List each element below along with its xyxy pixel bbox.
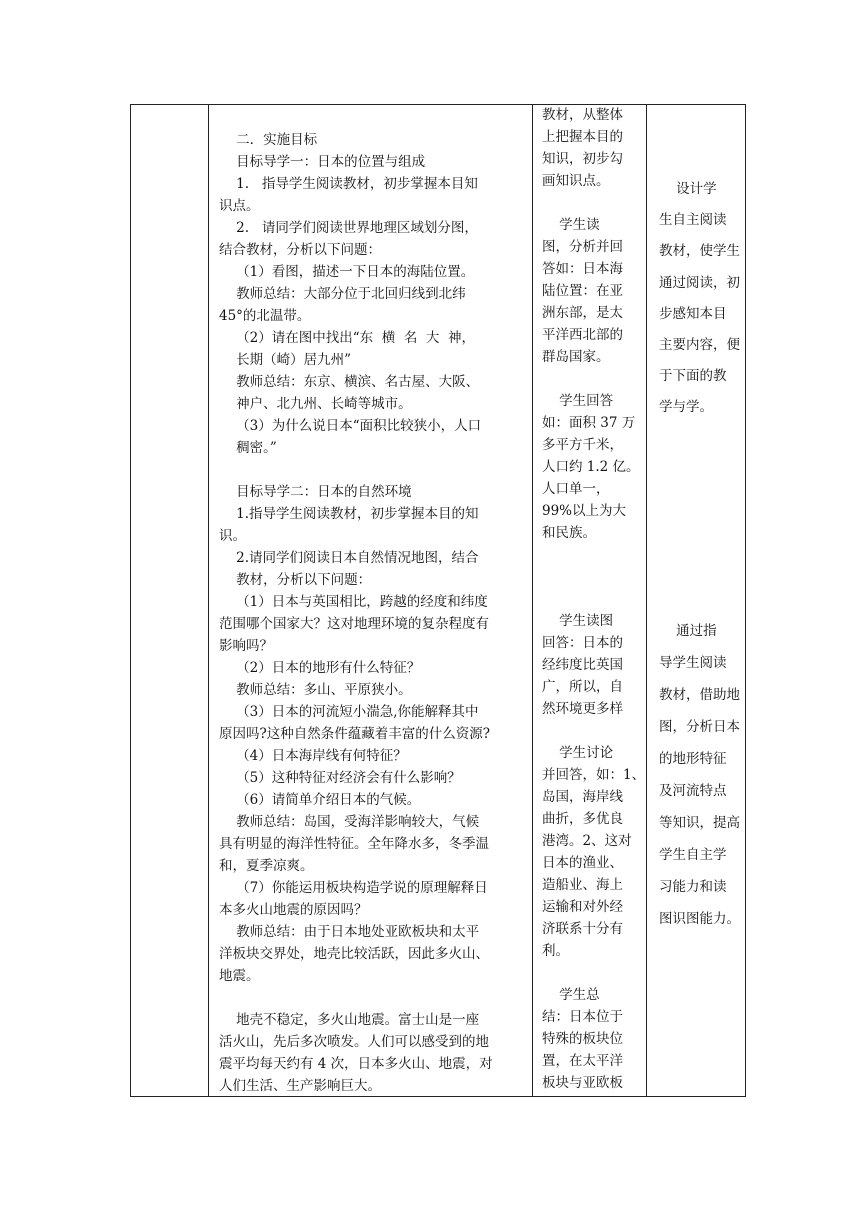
text-line: （3）日本的河流短小湍急,你能解释其中 xyxy=(219,704,479,720)
text-line: 港湾。2、这对 xyxy=(542,833,632,849)
text-line: 学与学。 xyxy=(659,399,713,416)
text-line: 陆位置：在亚 xyxy=(542,283,623,299)
text-line: 济联系十分有 xyxy=(542,921,623,937)
text-line: 99%以上为大 xyxy=(542,503,627,519)
text-line: 影响吗？ xyxy=(219,638,273,654)
text-line: 导学生阅读 xyxy=(659,655,727,671)
text-line: 2.请同学们阅读日本自然情况地图，结合 xyxy=(219,550,479,566)
text-line: 1.指导学生阅读教材，初步掌握本目的知 xyxy=(219,506,479,522)
text-line: 通过阅读，初 xyxy=(659,274,740,291)
text-line: 教师总结：由于日本地处亚欧板块和太平 xyxy=(219,924,480,940)
text-line: 人口单一， xyxy=(542,481,610,497)
text-line: （5）这种特征对经济会有什么影响？ xyxy=(219,770,461,786)
text-line: 学生读图 xyxy=(542,613,614,629)
text-line: 本多火山地震的原因吗？ xyxy=(219,902,368,918)
text-line: （2）日本的地形有什么特征？ xyxy=(219,660,421,676)
text-line: 人口约 1.2 亿。 xyxy=(542,459,640,475)
text-line: 于下面的教 xyxy=(659,368,727,385)
text-line: 学生总 xyxy=(542,987,600,1003)
text-line: 结合教材，分析以下问题： xyxy=(219,242,381,258)
text-line: 广，所以，自 xyxy=(542,679,623,695)
text-line: （6）请简单介绍日本的气候。 xyxy=(219,792,421,808)
text-line: 和民族。 xyxy=(542,525,596,541)
text-line: 知识，初步勾 xyxy=(542,151,623,167)
text-line: 长期（崎）居九州” xyxy=(219,352,352,368)
lesson-plan-table xyxy=(130,104,746,1097)
text-line: 设计学 xyxy=(659,181,717,197)
text-line: 答如：日本海 xyxy=(542,261,623,277)
text-line: 识点。 xyxy=(219,198,260,214)
text-line: 学生读 xyxy=(542,217,600,233)
text-line: 神户、北九州、长崎等城市。 xyxy=(219,396,412,412)
text-line: （2）请在图中找出“东 横 名 大 神， xyxy=(219,330,475,346)
text-line: 洋板块交界处，地壳比较活跃，因此多火山、 xyxy=(219,946,489,962)
text-line: 目标导学二：日本的自然环境 xyxy=(219,484,412,500)
text-line: 利。 xyxy=(542,943,569,959)
text-line: 教师总结：东京、横滨、名古屋、大阪、 xyxy=(219,374,480,390)
text-line: 目标导学一：日本的位置与组成 xyxy=(219,154,426,170)
text-line: 板块与亚欧板 xyxy=(542,1075,623,1091)
text-line: 岛国，海岸线 xyxy=(542,789,623,805)
text-line: 教师总结：多山、平原狭小。 xyxy=(219,682,412,698)
text-line: 2. 请同学们阅读世界地理区域划分图， xyxy=(219,220,478,236)
text-line: 教师总结：岛国，受海洋影响较大，气候 xyxy=(219,814,480,830)
text-line: 曲折，多优良 xyxy=(542,811,623,827)
text-line: 地震。 xyxy=(219,968,260,984)
text-line: （1）看图，描述一下日本的海陆位置。 xyxy=(219,264,475,280)
text-line: 学生回答 xyxy=(542,393,614,409)
text-line: 并回答，如：1、 xyxy=(542,767,646,783)
text-line: 教材，借助地 xyxy=(659,687,740,703)
text-line: 生自主阅读 xyxy=(659,212,727,229)
text-line: 画知识点。 xyxy=(542,173,610,189)
text-line: 通过指 xyxy=(659,623,717,639)
text-line: 图，分析并回 xyxy=(542,239,623,255)
text-line: 教材，使学生 xyxy=(659,243,740,260)
text-line: （3）为什么说日本“面积比较狭小，人口 xyxy=(219,418,482,434)
text-line: 和，夏季凉爽。 xyxy=(219,858,314,874)
text-line: 上把握本目的 xyxy=(542,129,623,145)
empty-column xyxy=(131,105,209,1096)
text-line: 学生自主学 xyxy=(659,847,727,863)
text-line: 1. 指导学生阅读教材，初步掌握本目知 xyxy=(219,176,478,192)
text-line: 稠密。” xyxy=(219,440,277,456)
text-line: （4）日本海岸线有何特征？ xyxy=(219,748,407,764)
text-line: （7）你能运用板块构造学说的原理解释日 xyxy=(219,880,488,896)
text-line: 图，分析日本 xyxy=(659,719,740,735)
text-line: 洲东部，是太 xyxy=(542,305,623,321)
text-line: 结：日本位于 xyxy=(542,1009,623,1025)
text-line: 的地形特征 xyxy=(659,751,727,767)
text-line: 震平均每天约有 4 次，日本多火山、地震，对 xyxy=(219,1056,493,1072)
text-line: 教师总结：大部分位于北回归线到北纬 xyxy=(219,286,466,302)
text-line: 范围哪个国家大？这对地理环境的复杂程度有 xyxy=(219,616,489,632)
text-line: 学生讨论 xyxy=(542,745,614,761)
design-intent-column xyxy=(647,105,747,1096)
text-line: 等知识，提高 xyxy=(659,815,740,831)
text-line: 多平方千米， xyxy=(542,437,623,453)
text-line: 原因吗?这种自然条件蕴藏着丰富的什么资源? xyxy=(219,726,490,742)
text-line: 回答：日本的 xyxy=(542,635,623,651)
text-line: 教材，分析以下问题： xyxy=(219,572,372,588)
text-line: 然环境更多样 xyxy=(542,701,623,717)
text-line: 地壳不稳定，多火山地震。富士山是一座 xyxy=(219,1012,480,1028)
text-line: 活火山，先后多次喷发。人们可以感受到的地 xyxy=(219,1034,489,1050)
text-line: 二．实施目标 xyxy=(219,132,318,148)
text-line: 教材，从整体 xyxy=(542,107,623,123)
text-line: 习能力和读 xyxy=(659,879,727,895)
text-line: 人们生活、生产影响巨大。 xyxy=(219,1078,381,1094)
text-line: 如：面积 37 万 xyxy=(542,415,636,431)
text-line: 步感知本目 xyxy=(659,305,727,322)
text-line: 平洋西北部的 xyxy=(542,327,623,343)
text-line: 群岛国家。 xyxy=(542,349,610,365)
text-line: 造船业、海上 xyxy=(542,877,623,893)
text-line: （1）日本与英国相比，跨越的经度和纬度 xyxy=(219,594,488,610)
teaching-content-column xyxy=(209,105,533,1096)
student-activity-column xyxy=(533,105,647,1096)
text-line: 45°的北温带。 xyxy=(219,308,311,324)
text-line: 识。 xyxy=(219,528,246,544)
text-line: 运输和对外经 xyxy=(542,899,623,915)
text-line: 具有明显的海洋性特征。全年降水多，冬季温 xyxy=(219,836,489,852)
text-line: 特殊的板块位 xyxy=(542,1031,623,1047)
text-line: 置，在太平洋 xyxy=(542,1053,623,1069)
text-line: 图识图能力。 xyxy=(659,911,740,927)
text-line: 及河流特点 xyxy=(659,783,727,799)
text-line: 主要内容，便 xyxy=(659,337,740,353)
text-line: 日本的渔业、 xyxy=(542,855,623,871)
text-line: 经纬度比英国 xyxy=(542,657,623,673)
